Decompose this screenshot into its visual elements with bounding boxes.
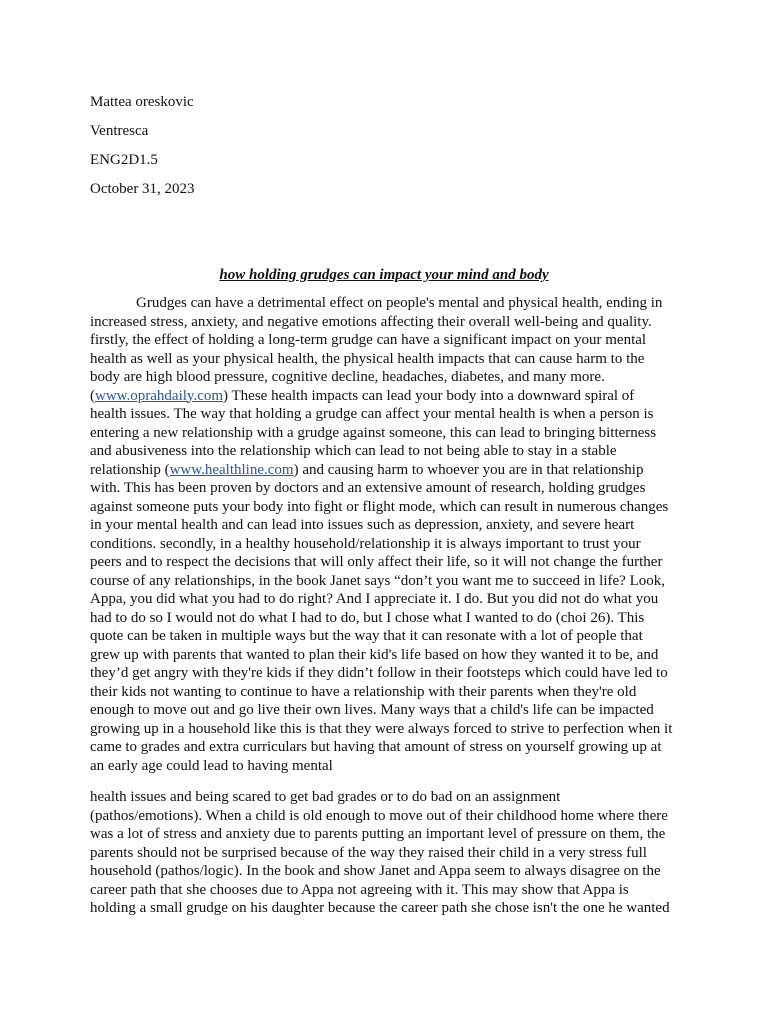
paragraph-line: health as well as your physical health, the physical health impacts that can cause harm to the bbox=[90, 350, 645, 367]
paragraph-line: and abusiveness into the relationship which can lead to not being able to stay in a stable bbox=[90, 443, 617, 459]
paragraph-line: with. This has been proven by doctors and an extensive amount of research, holding grudges bbox=[90, 480, 646, 496]
student-name: Mattea oreskovic bbox=[90, 94, 194, 110]
paragraph-line: in your mental health and can lead into issues such as depression, anxiety, and severe heart bbox=[90, 517, 635, 533]
paragraph-line: conditions. secondly, in a healthy household/relationship it is always important to trust your bbox=[90, 535, 641, 552]
paragraph-line: an early age could lead to having mental bbox=[90, 757, 333, 774]
course-code: ENG2D1.5 bbox=[90, 152, 158, 168]
paragraph-2 bbox=[90, 788, 690, 918]
text-fragment: ) and causing harm to whoever you are in that relationship bbox=[293, 461, 644, 478]
paragraph-line: they’d get angry with they're kids if they didn’t follow in their footsteps which could have led to bbox=[90, 665, 668, 681]
paragraph-line: body are high blood pressure, cognitive decline, headaches, diabetes, and many more. bbox=[90, 369, 605, 385]
paragraph-line: enough to move out and go live their own lives. Many ways that a child's life can be impacted bbox=[90, 702, 654, 718]
paragraph-line: quote can be taken in multiple ways but the way that it can resonate with a lot of people that bbox=[90, 628, 643, 644]
paragraph-line: came to grades and extra curriculars but having that amount of stress on yourself growing up at bbox=[90, 739, 662, 755]
paragraph-line bbox=[90, 387, 690, 406]
paragraph-line: Grudges can have a detrimental effect on people's mental and physical health, ending in bbox=[136, 295, 663, 311]
paragraph-line: holding a small grudge on his daughter because the career path she chose isn't the one he wanted bbox=[90, 900, 670, 916]
paragraph-line: was a lot of stress and anxiety due to parents putting an important level of pressure on them, the bbox=[90, 826, 666, 842]
paragraph-line: health issues and being scared to get bad grades or to do bad on an assignment bbox=[90, 789, 561, 805]
paragraph-line: health issues. The way that holding a grudge can affect your mental health is when a person is bbox=[90, 406, 654, 422]
paragraph-line: peers and to respect the decisions that will only affect their life, so it will not change the further bbox=[90, 554, 663, 570]
paragraph-line: course of any relationships, in the book Janet says “don’t you want me to succeed in life? Look, bbox=[90, 572, 665, 589]
essay-title: how holding grudges can impact your mind and body bbox=[219, 267, 549, 283]
text-fragment: ) These health impacts can lead your body into a downward spiral of bbox=[223, 387, 635, 404]
paragraph-line bbox=[90, 461, 690, 480]
teacher-name: Ventresca bbox=[90, 123, 149, 139]
paragraph-line: against someone puts your body into fight or flight mode, which can result in numerous changes bbox=[90, 498, 669, 515]
paragraph-line: their kids not wanting to continue to have a relationship with their parents when they're old bbox=[90, 683, 637, 700]
oprahdaily-link[interactable]: www.oprahdaily.com bbox=[95, 387, 224, 404]
paragraph-line: grew up with parents that wanted to plan their kid's life based on how they wanted it to be, and bbox=[90, 646, 659, 663]
paragraph-line: firstly, the effect of holding a long-term grudge can have a significant impact on your mental bbox=[90, 332, 647, 348]
document-date: October 31, 2023 bbox=[90, 181, 195, 197]
paragraph-line: career path that she chooses due to Appa not agreeing with it. This may show that Appa is bbox=[90, 881, 629, 898]
text-fragment: relationship ( bbox=[90, 461, 170, 478]
paragraph-line: increased stress, anxiety, and negative emotions affecting their overall well-being and quality. bbox=[90, 313, 652, 330]
paragraph-line: Appa, you did what you had to do right? And I appreciate it. I do. But you did not do what you bbox=[90, 591, 659, 607]
paragraph-line: growing up in a household like this is that they were always forced to strive to perfection when it bbox=[90, 720, 673, 737]
healthline-link[interactable]: www.healthline.com bbox=[169, 461, 294, 478]
paragraph-line: parents should not be surprised because of the way they raised their child in a very stress full bbox=[90, 844, 647, 861]
paragraph-line: had to do so I would not do what I had to do, but I chose what I wanted to do (choi 26). This bbox=[90, 609, 645, 626]
paragraph-line: entering a new relationship with a grudge against someone, this can lead to bringing bitterness bbox=[90, 424, 657, 441]
paragraph-line: (pathos/emotions). When a child is old enough to move out of their childhood home where there bbox=[90, 807, 668, 824]
text-fragment: ( bbox=[90, 387, 95, 404]
paragraph-1 bbox=[90, 294, 690, 775]
paragraph-line: household (pathos/logic). In the book and show Janet and Appa seem to always disagree on the bbox=[90, 863, 661, 879]
